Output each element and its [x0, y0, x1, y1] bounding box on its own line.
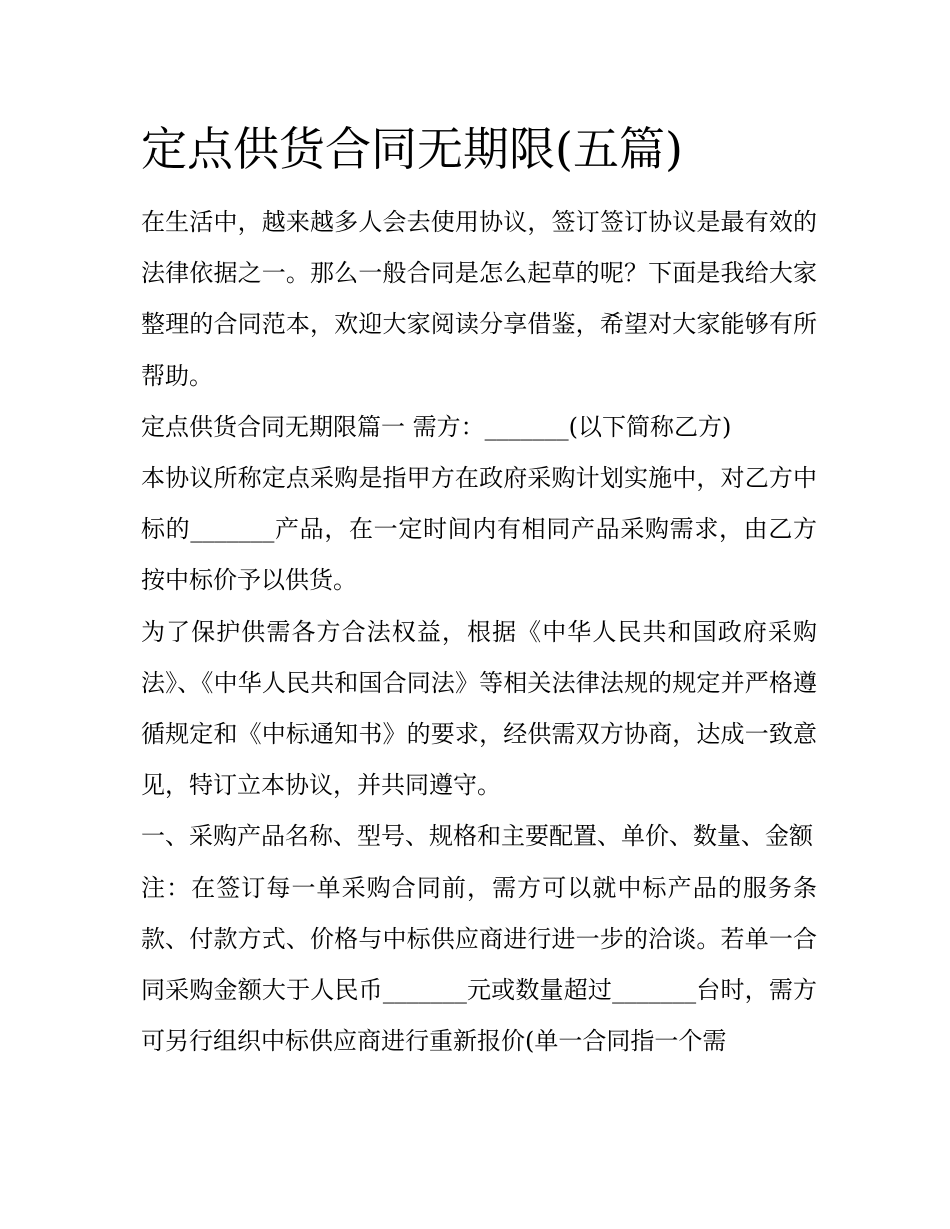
definition-paragraph: 本协议所称定点采购是指甲方在政府采购计划实施中，对乙方中标的_______产品，在一定时间内有相同产品采购需求，由乙方按中标价予以供货。: [141, 464, 817, 595]
legal-basis-paragraph: 为了保护供需各方合法权益，根据《中华人民共和国政府采购法》、《中华人民共和国合同法》等相关法律法规的规定并严格遵循规定和《中标通知书》的要求，经供需双方协商，达成一致意见，特订立本协议，并共同遵守。: [141, 617, 817, 800]
intro-paragraph: 在生活中，越来越多人会去使用协议，签订签订协议是最有效的法律依据之一。那么一般合同是怎么起草的呢？下面是我给大家整理的合同范本，欢迎大家阅读分享借鉴，希望对大家能够有所帮助。: [141, 208, 817, 390]
note-paragraph: 注：在签订每一单采购合同前，需方可以就中标产品的服务条款、付款方式、价格与中标供应商进行进一步的洽谈。若单一合同采购金额大于人民币_______元或数量超过_______台时，需方可另行组织中标供应商进行重新报价(单一合同指一个需: [141, 873, 817, 1056]
document-body: [141, 197, 817, 1067]
section-heading-paragraph: 定点供货合同无期限篇一 需方：_______(以下简称乙方): [141, 412, 732, 441]
clause-one-heading: 一、采购产品名称、型号、规格和主要配置、单价、数量、金额: [141, 822, 813, 851]
document-title: 定点供货合同无期限(五篇): [141, 122, 683, 176]
